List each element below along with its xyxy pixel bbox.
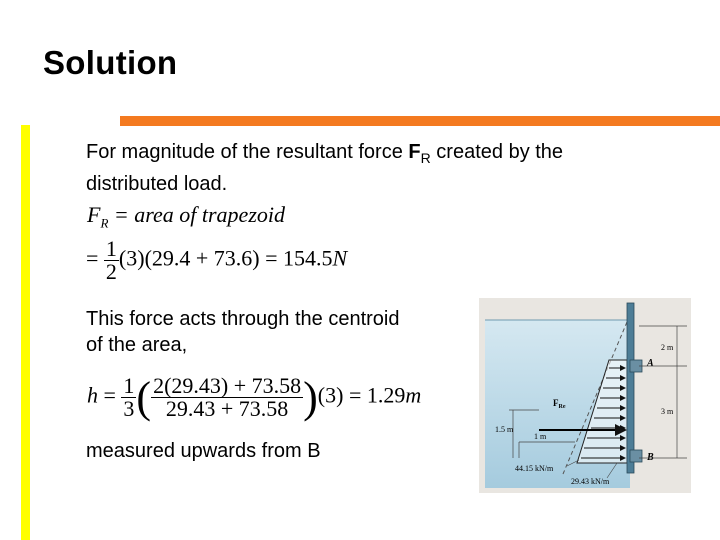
eq1-rhs: = area of trapezoid xyxy=(108,202,285,227)
equation-h-value xyxy=(87,372,421,423)
eq1-lhs-symbol: F xyxy=(87,202,101,227)
hinge-b xyxy=(630,450,642,462)
eq1-line2-prefix: = xyxy=(86,245,99,271)
eq1-fraction xyxy=(104,238,119,283)
eq1-unit: N xyxy=(332,245,348,271)
slide-title: Solution xyxy=(43,44,178,81)
eq2-unit: m xyxy=(405,382,422,408)
paragraph-resultant-force xyxy=(86,139,563,197)
label-3m: 3 m xyxy=(661,407,674,416)
para1-bold-symbol: F xyxy=(408,141,421,163)
eq2-equals: = xyxy=(103,382,116,408)
orange-accent-bar xyxy=(120,116,720,126)
label-b: B xyxy=(647,452,654,463)
para1-line2: distributed load. xyxy=(86,173,228,195)
eq2-inner-num: 2(29.43) + 73.58 xyxy=(153,373,302,398)
para2-line2: of the area, xyxy=(86,334,188,356)
para2-line1: This force acts through the centroid xyxy=(86,308,400,330)
label-1-5m: 1.5 m xyxy=(495,425,514,434)
eq2-outer-num: 1 xyxy=(123,373,135,398)
equation-fr-area xyxy=(87,202,285,231)
eq2-outer-fraction xyxy=(121,375,136,420)
eq2-right-paren: ) xyxy=(303,373,318,422)
eq2-inner-fraction xyxy=(151,375,303,420)
para1-text-before: For magnitude of the resultant force xyxy=(86,141,409,163)
label-2m: 2 m xyxy=(661,343,674,352)
eq1-frac-den: 2 xyxy=(105,259,117,284)
label-a: A xyxy=(647,358,654,369)
eq2-inner-den: 29.43 + 73.58 xyxy=(165,396,289,421)
eq1-line2-body: (3)(29.4 + 73.6) = 154.5 xyxy=(118,245,333,271)
eq2-left-paren: ( xyxy=(136,373,152,422)
gate-diagram-svg xyxy=(479,298,691,493)
para1-text-after: created by the xyxy=(430,141,564,163)
eq1-frac-num: 1 xyxy=(105,236,117,261)
paragraph-centroid xyxy=(86,306,400,358)
gate-pressure-figure xyxy=(479,298,691,493)
eq2-lhs: h xyxy=(87,382,98,408)
label-load-mid: 29.43 kN/m xyxy=(571,477,610,486)
gate-post xyxy=(627,303,634,473)
label-1m: 1 m xyxy=(534,432,547,441)
eq2-outer-den: 3 xyxy=(123,396,135,421)
label-load-bottom: 44.15 kN/m xyxy=(515,464,554,473)
eq2-tail: (3) = 1.29 xyxy=(317,382,406,408)
yellow-accent-bar xyxy=(21,125,30,540)
label-fre: $F_{Re}$ xyxy=(553,398,566,410)
para1-subscript: R xyxy=(420,150,431,166)
eq1-lhs-sub: R xyxy=(100,215,109,231)
equation-fr-value xyxy=(86,238,347,283)
paragraph-measured-upwards: measured upwards from B xyxy=(86,440,321,462)
